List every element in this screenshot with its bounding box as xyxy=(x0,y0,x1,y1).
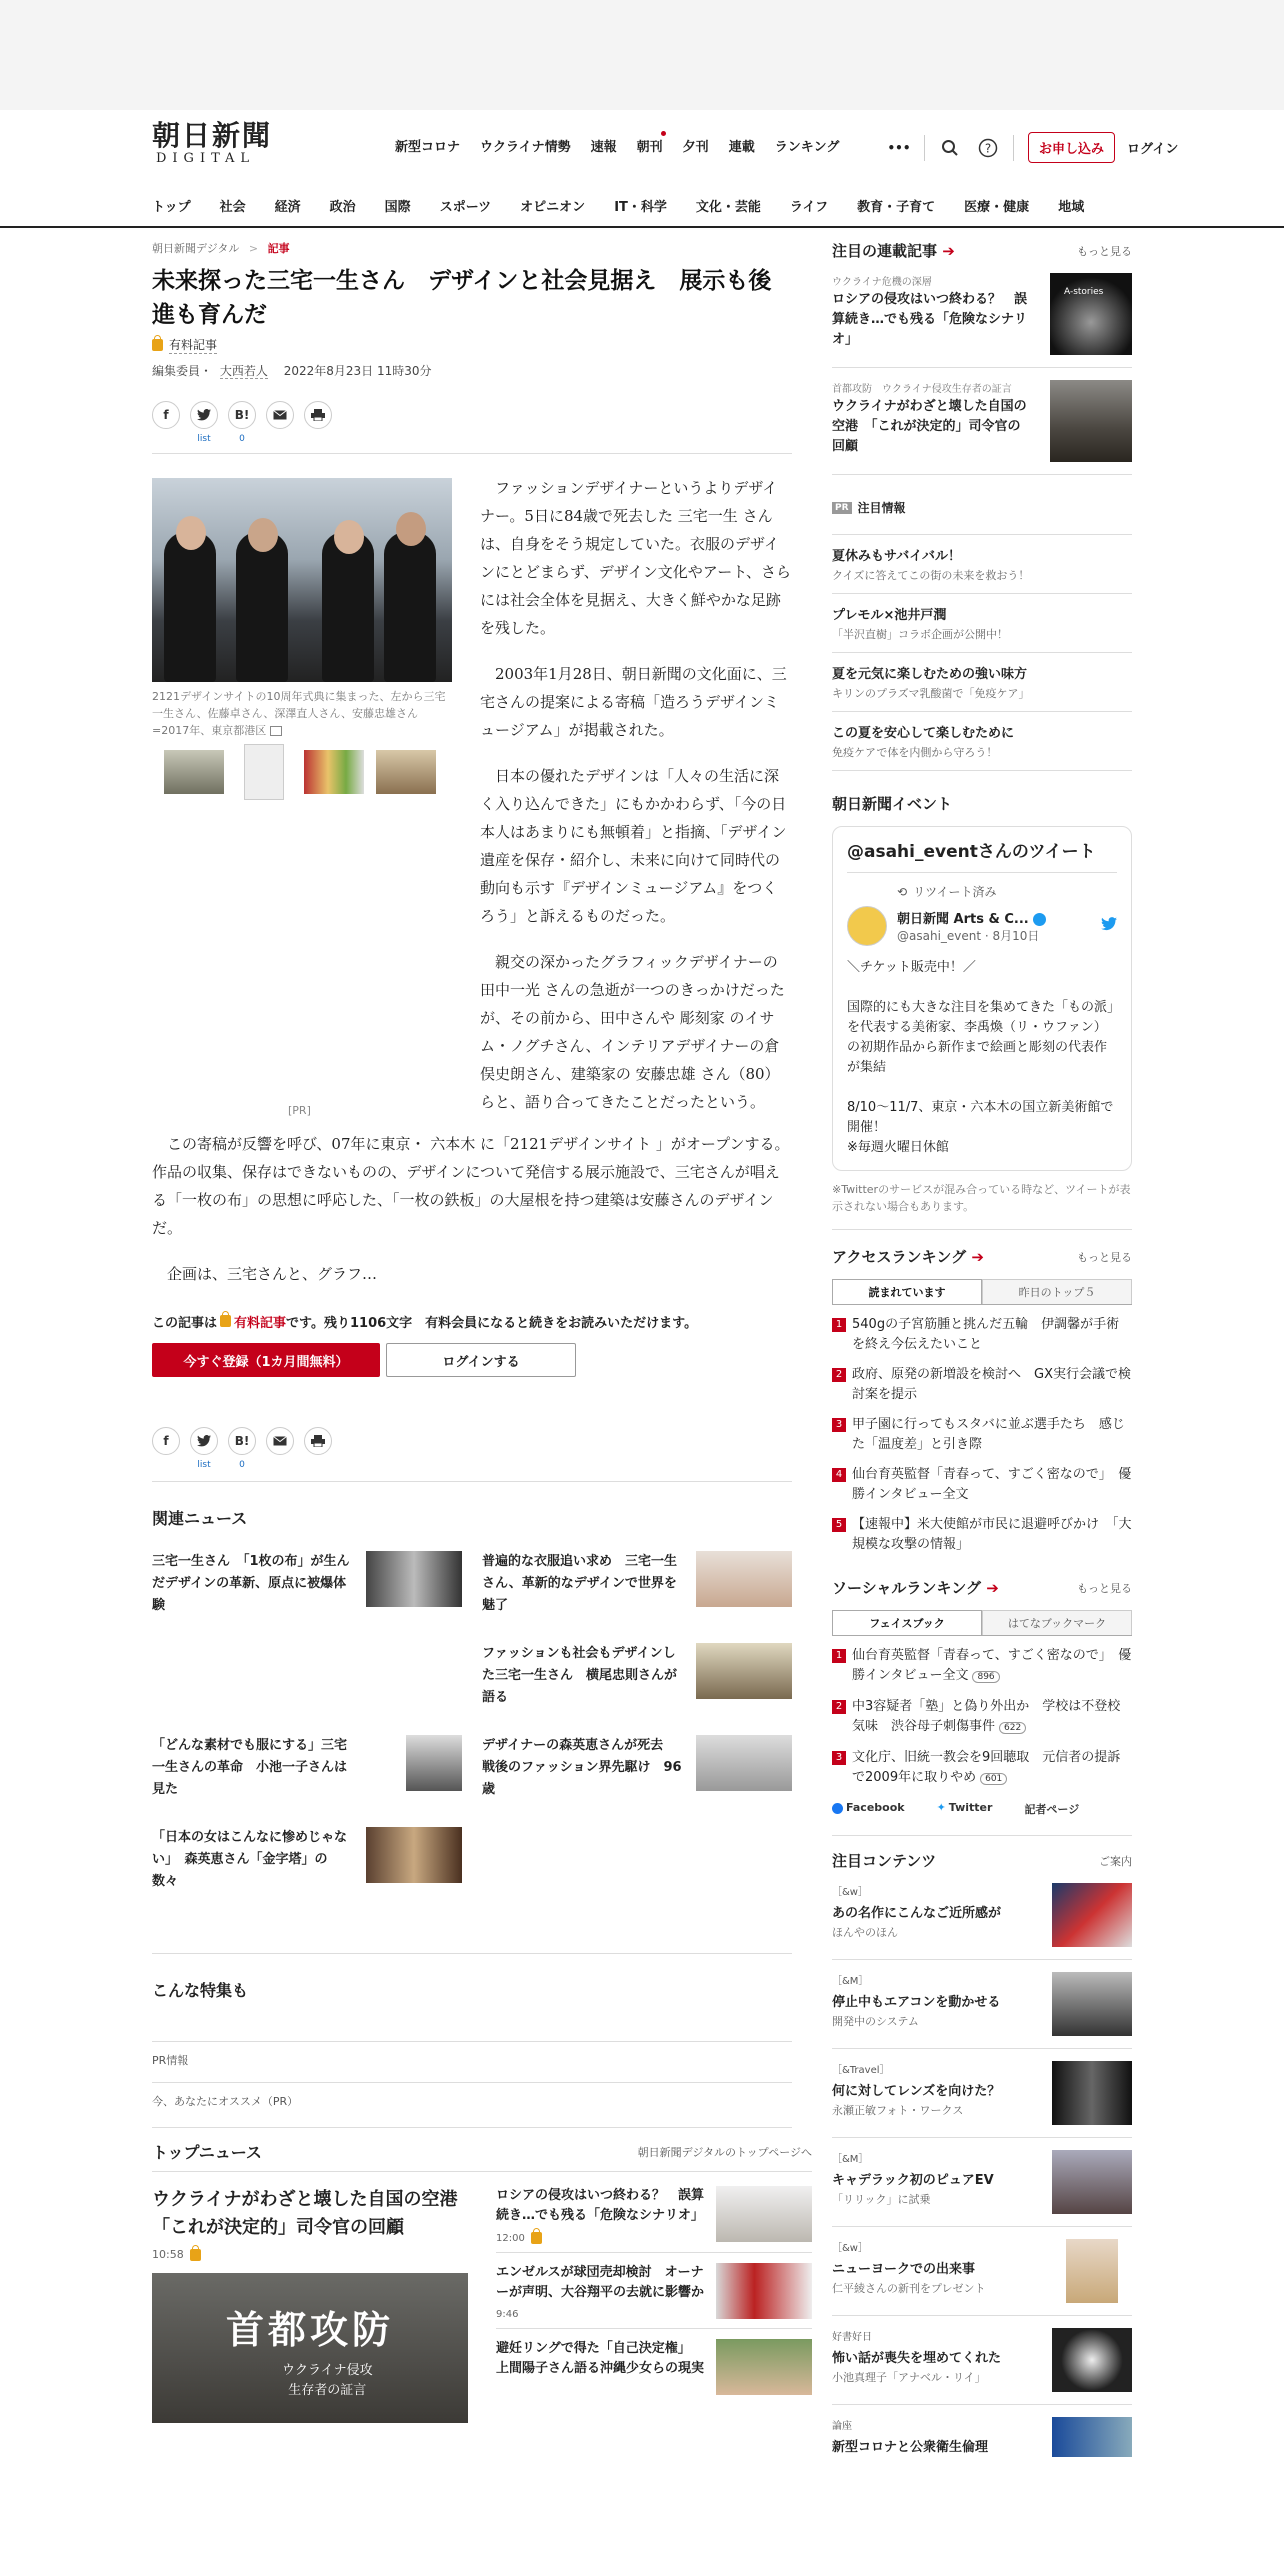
header-tools xyxy=(880,132,1178,163)
content-tag: ［&w］ xyxy=(832,1887,868,1898)
related-item-title: デザイナーの森英恵さんが死去 戦後のファッション界先駆け 96歳 xyxy=(482,1738,682,1797)
cat-top[interactable]: トップ xyxy=(152,200,191,215)
facebook-link-text: Facebook xyxy=(846,1801,905,1814)
cat-sports[interactable]: スポーツ xyxy=(439,200,492,215)
photo-figure xyxy=(322,532,374,682)
serial-tag: 首都攻防 ウクライナ侵攻生存者の証言 xyxy=(832,384,1012,395)
tab-facebook[interactable]: フェイスブック xyxy=(832,1610,982,1635)
author-role: 編集委員・ xyxy=(152,364,213,378)
social-ranking-title-text: ソーシャルランキング xyxy=(832,1579,981,1597)
related-item[interactable] xyxy=(152,1551,462,1617)
content-tag: 論座 xyxy=(832,2421,852,2432)
header-divider xyxy=(924,135,925,161)
social-ranking-list xyxy=(832,1646,1132,1789)
serials-header xyxy=(832,240,1132,261)
content-title: ニューヨークでの出来事 xyxy=(832,2262,976,2277)
ranking-item-title: 仙台育英監督「青春って、すごく密なので」 優勝インタビュー全文 xyxy=(852,1648,1132,1683)
related-item[interactable] xyxy=(482,1735,792,1801)
share-count-badge: 622 xyxy=(999,1722,1026,1734)
content-image xyxy=(1052,2150,1132,2214)
register-button[interactable]: 今すぐ登録（1カ月間無料） xyxy=(152,1343,380,1377)
divider xyxy=(152,1481,792,1482)
related-item-title: ファッションも社会もデザインした三宅一生さん 横尾忠則さんが語る xyxy=(482,1646,678,1705)
tweet-user-name-text: 朝日新聞 Arts & C... xyxy=(897,912,1029,927)
content-image xyxy=(1052,2417,1132,2457)
byline xyxy=(152,362,792,379)
lock-icon xyxy=(531,2232,542,2244)
content-desc: ほんやのほん xyxy=(832,1926,898,1939)
ranking-item[interactable] xyxy=(832,1646,1132,1687)
cat-life[interactable]: ライフ xyxy=(789,200,829,215)
notice-item-desc: 免疫ケアで体を内側から守ろう！ xyxy=(832,746,998,759)
arrow-right-icon: ➔ xyxy=(986,1579,999,1597)
cat-economy[interactable]: 経済 xyxy=(274,200,301,215)
notice-list xyxy=(832,535,1132,771)
thumbnail-2[interactable] xyxy=(244,744,284,800)
tweet-user-name xyxy=(897,908,1101,927)
rank-number: 5 xyxy=(832,1518,846,1532)
ranking-item[interactable] xyxy=(832,1365,1132,1405)
related-item-image xyxy=(696,1551,792,1607)
site-header xyxy=(0,110,1284,182)
cat-international[interactable]: 国際 xyxy=(384,200,411,215)
related-item-image xyxy=(366,1827,462,1883)
sidebar xyxy=(832,240,1132,2469)
twitter-share-icon[interactable] xyxy=(190,1427,218,1470)
article-title: 未来探った三宅一生さん デザインと社会見据え 展示も後進も育んだ xyxy=(152,268,772,328)
topnews-item[interactable] xyxy=(496,2253,812,2329)
access-ranking-header xyxy=(832,1246,1132,1267)
ranking-item[interactable] xyxy=(832,1697,1132,1738)
rank-number: 1 xyxy=(832,1649,846,1663)
paywall-text-c: です。残り1106文字 有料会員になると続きをお読みいただけます。 xyxy=(286,1316,698,1331)
content-item[interactable] xyxy=(832,2227,1132,2316)
search-icon[interactable] xyxy=(938,136,962,160)
related-item-title: 「どんな素材でも服にする」三宅一生さんの革命 小池一子さんは見た xyxy=(152,1738,348,1797)
ranking-item-title: 文化庁、旧統一教会を9回聴取 元信者の提訴で2009年に取りやめ xyxy=(852,1750,1121,1785)
twitter-share-count[interactable]: list xyxy=(197,1460,211,1470)
content-desc: 開発中のシステム xyxy=(832,2015,919,2028)
header-nav xyxy=(395,136,859,155)
related-item[interactable] xyxy=(482,1551,792,1617)
serials-more-link[interactable]: もっと見る xyxy=(1077,244,1132,258)
content-title: 何に対してレンズを向けた？ xyxy=(832,2084,1001,2099)
tweet-handle: @asahi_event · 8月10日 xyxy=(897,929,1040,943)
twitter-link[interactable] xyxy=(937,1801,1009,1817)
arrow-right-icon: ➔ xyxy=(971,1248,984,1266)
notice-item-title: 夏休みもサバイバル！ xyxy=(832,549,961,564)
mail-share-icon[interactable] xyxy=(266,401,294,429)
notice-item-desc: クイズに答えてこの街の未来を救おう！ xyxy=(832,569,1030,582)
topnews-item[interactable] xyxy=(496,2329,812,2395)
twitter-embed xyxy=(832,826,1132,1171)
content-desc: 永瀬正敏フォト・ワークス xyxy=(832,2104,964,2117)
ranking-item[interactable] xyxy=(832,1515,1132,1555)
nav-corona[interactable]: 新型コロナ xyxy=(395,140,461,155)
cat-opinion[interactable]: オピニオン xyxy=(520,200,586,215)
ranking-item[interactable] xyxy=(832,1748,1132,1789)
content-image xyxy=(1052,1883,1132,1947)
pr-badge: PR xyxy=(832,502,852,514)
related-item-image xyxy=(406,1735,462,1791)
topnews-lead-title: ウクライナがわざと壊した自国の空港 「これが決定的」司令官の回顧 xyxy=(152,2189,476,2238)
photo-head xyxy=(334,520,364,554)
content-item[interactable] xyxy=(832,1871,1132,1960)
nav-evening[interactable]: 夕刊 xyxy=(682,140,709,155)
divider xyxy=(832,1229,1132,1230)
hatena-share-count[interactable]: 0 xyxy=(239,1460,245,1470)
divider xyxy=(152,1953,792,1954)
nav-ukraine[interactable]: ウクライナ情勢 xyxy=(480,140,571,155)
cat-region[interactable]: 地域 xyxy=(1058,200,1085,215)
topnews-lead-photo xyxy=(152,2273,468,2423)
print-icon[interactable] xyxy=(304,401,332,429)
ranking-item-title: 540gの子宮筋腫と挑んだ五輪 伊調馨が手術を終え今伝えたいこと xyxy=(852,1317,1120,1352)
serials-title-text: 注目の連載記事 xyxy=(832,242,938,260)
topnews-item[interactable] xyxy=(496,2186,812,2253)
topnews-item-time: 9:46 xyxy=(496,2309,519,2320)
content-title: 怖い話が喪失を埋めてくれた xyxy=(832,2351,1002,2366)
access-ranking-title-text: アクセスランキング xyxy=(832,1248,967,1266)
facebook-share-icon[interactable]: f xyxy=(152,401,180,429)
topnews-item-title: ロシアの侵攻はいつ終わる？ 誤算続き…でも残る「危険なシナリオ」 xyxy=(496,2188,705,2223)
social-ranking-more[interactable]: もっと見る xyxy=(1077,1581,1132,1595)
cat-it-science[interactable]: IT・科学 xyxy=(614,200,667,215)
content-title: 新型コロナと公衆衛生倫理 xyxy=(832,2440,989,2455)
breadcrumb-sep: > xyxy=(248,242,259,255)
lock-icon xyxy=(190,2249,201,2261)
photo-thumbnails xyxy=(164,750,448,800)
retweet-label xyxy=(897,883,1117,900)
logo-main-text: 朝日新聞 xyxy=(152,119,273,152)
social-ranking-tabs xyxy=(832,1610,1132,1636)
content-title: キャデラック初のピュアEV xyxy=(832,2173,994,2188)
twitter-share-icon[interactable] xyxy=(190,401,218,444)
related-item-title: 普遍的な衣服追い求め 三宅一生さん、革新的なデザインで世界を魅了 xyxy=(482,1554,678,1613)
topnews-title: トップニュース xyxy=(152,2143,262,2162)
recommend-label: 今、あなたにオススメ（PR） xyxy=(152,2095,299,2108)
cat-education[interactable]: 教育・子育て xyxy=(857,200,936,215)
serial-image-label: A-stories xyxy=(1064,287,1104,297)
article-date: 2022年8月23日 11時30分 xyxy=(283,364,432,378)
content-tag: ［&M］ xyxy=(832,2154,869,2165)
paid-badge xyxy=(152,336,792,354)
tweet-user[interactable] xyxy=(847,906,1117,946)
nav-series[interactable]: 連載 xyxy=(728,140,755,155)
serial-tag: ウクライナ危機の深層 xyxy=(832,277,932,288)
features-title: こんな特集も xyxy=(152,1981,249,2000)
divider xyxy=(152,453,792,454)
content-item[interactable] xyxy=(832,2316,1132,2405)
related-item-title: 三宅一生さん 「1枚の布」が生んだデザインの革新、原点に被爆体験 xyxy=(152,1554,350,1613)
paragraph-1: ファッションデザイナーというよりデザイナー。5日に84歳で死去した 三宅一生 さんは、自身をそう規定していた。衣服のデザインにとどまらず、デザイン文化やアート、さらには社会全体を見据え、大きく鮮やかな足跡を残した。 xyxy=(480,479,791,637)
related-item-image xyxy=(366,1551,462,1607)
content-item[interactable] xyxy=(832,2405,1132,2469)
photo-head xyxy=(248,518,278,552)
content-image xyxy=(1052,2061,1132,2125)
tab-hatena[interactable]: はてなブックマーク xyxy=(982,1610,1132,1635)
rank-number: 3 xyxy=(832,1751,846,1765)
notice-item-title: 夏を元気に楽しむための強い味方 xyxy=(832,667,1028,682)
share-bar-top xyxy=(152,401,792,445)
content-desc: 小池真理子「アナベル・リイ」 xyxy=(832,2371,986,2384)
content-desc: 「リリック」に試乗 xyxy=(832,2193,931,2206)
topnews-item-image xyxy=(716,2186,812,2242)
notice-item[interactable] xyxy=(832,712,1132,771)
thumbnail-1[interactable] xyxy=(164,750,224,794)
asahi-logo[interactable] xyxy=(152,120,282,170)
topnews-item-image xyxy=(716,2263,812,2319)
content-title: 停止中もエアコンを動かせる xyxy=(832,1995,1001,2010)
topnews-body xyxy=(152,2172,812,2442)
content-item[interactable] xyxy=(832,2138,1132,2227)
rank-number: 2 xyxy=(832,1700,846,1714)
reporter-page-link[interactable]: 記者ページ xyxy=(1024,1803,1080,1816)
paragraph-5: この寄稿が反響を呼び、07年に東京・ 六本木 に「2121デザインサイト 」がオープンする。作品の収集、保存はできないものの、デザインについて発信する展示施設で、三宅さんが唱える「一枚の布」の思想に呼応した、「一枚の鉄板」の大屋根を持つ建築は安藤さんのデザインだ。 xyxy=(152,1135,790,1237)
breadcrumb xyxy=(152,240,792,256)
facebook-icon xyxy=(832,1803,843,1814)
topnews-item-time xyxy=(496,2232,706,2244)
twitter-share-count[interactable]: list xyxy=(197,434,211,444)
related-item[interactable] xyxy=(152,1735,462,1801)
nav-breaking[interactable]: 速報 xyxy=(590,140,617,155)
topnews-toplink[interactable]: 朝日新聞デジタルのトップページへ xyxy=(637,2145,812,2159)
content-item[interactable] xyxy=(832,2049,1132,2138)
article-photo[interactable] xyxy=(152,478,452,682)
related-item-image xyxy=(696,1643,792,1699)
related-news-title: 関連ニュース xyxy=(152,1509,248,1528)
apply-button[interactable]: お申し込み xyxy=(1028,132,1115,163)
content-tag: ［&w］ xyxy=(832,2243,868,2254)
retweet-icon: ⟲ xyxy=(897,885,908,899)
nav-morning[interactable]: 朝刊 xyxy=(637,136,663,155)
content-title: あの名作にこんなご近所感が xyxy=(832,1906,1002,1921)
retweet-text: リツイート済み xyxy=(913,885,997,899)
paragraph-4: 親交の深かったグラフィックデザイナーの 田中一光 さんの急逝が一つのきっかけだったが、その前から、田中さんや 彫刻家 のイサム・ノグチさん、インテリアデザイナーの倉俣史朗さん、建築家の 安藤忠雄 さん（80）らと、語り合ってきたことだったという。 xyxy=(480,953,785,1111)
cat-culture[interactable]: 文化・芸能 xyxy=(695,200,761,215)
access-ranking-title[interactable] xyxy=(832,1246,984,1267)
photo-head xyxy=(176,516,206,550)
access-ranking-more[interactable]: もっと見る xyxy=(1077,1250,1132,1264)
logo-sub-text: DIGITAL xyxy=(156,151,256,166)
related-item-image xyxy=(696,1735,792,1791)
divider xyxy=(832,1835,1132,1836)
content-tag: ［&M］ xyxy=(832,1976,869,1987)
tweet-embed-header[interactable]: @asahi_eventさんのツイート xyxy=(847,837,1117,873)
category-nav xyxy=(0,182,1284,228)
caption-text: 2121デザインサイトの10周年式典に集まった、左から三宅一生さん、佐藤卓さん、深澤直人さん、安藤忠雄さん=2017年、東京都港区 xyxy=(152,690,446,737)
paragraph-2: 2003年1月28日、朝日新聞の文化面に、三宅さんの提案による寄稿「造ろうデザインミュージアム」が掲載された。 xyxy=(480,665,787,739)
notice-header xyxy=(832,499,1132,516)
paragraph-6: 企画は、三宅さんと、グラフ… xyxy=(167,1265,378,1283)
facebook-share-icon[interactable]: f xyxy=(152,1427,180,1455)
thumbnail-3[interactable] xyxy=(304,750,364,794)
twitter-icon: ✦ xyxy=(936,1801,946,1814)
topnews-list xyxy=(496,2186,812,2395)
print-icon[interactable] xyxy=(304,1427,332,1455)
serial-item[interactable] xyxy=(832,261,1132,368)
paywall-login-button[interactable]: ログインする xyxy=(386,1343,576,1377)
share-count-badge: 896 xyxy=(972,1671,999,1683)
content-image xyxy=(1052,2328,1132,2392)
rank-number: 2 xyxy=(832,1368,846,1382)
notice-item[interactable] xyxy=(832,594,1132,653)
paywall-buttons xyxy=(152,1343,792,1377)
twitter-bird-icon xyxy=(1101,917,1117,935)
share-count-badge: 601 xyxy=(980,1773,1007,1785)
serial-title: ロシアの侵攻はいつ終わる？ 誤算続き…でも残る「危険なシナリオ」 xyxy=(832,292,1028,347)
facebook-link[interactable] xyxy=(832,1801,921,1817)
event-title: 朝日新聞イベント xyxy=(832,795,953,813)
notice-item[interactable] xyxy=(832,653,1132,712)
rank-number: 3 xyxy=(832,1418,846,1432)
serial-title: ウクライナがわざと壊した自国の空港 「これが決定的」司令官の回顧 xyxy=(832,399,1027,454)
ranking-item-title: 甲子園に行ってもスタバに並ぶ選手たち 感じた「温度差」と引き際 xyxy=(852,1417,1125,1452)
paid-label: 有料記事 xyxy=(169,338,218,352)
tab-yesterday-top5[interactable]: 昨日のトップ５ xyxy=(982,1279,1132,1304)
share-bar-bottom xyxy=(152,1427,792,1471)
topnews-lead[interactable] xyxy=(152,2186,476,2423)
notice-item[interactable] xyxy=(832,535,1132,594)
content-desc: 仁平綾さんの新刊をプレゼント xyxy=(832,2282,986,2295)
topnews-item-title: エンゼルスが球団売却検討 オーナーが声明、大谷翔平の去就に影響か xyxy=(496,2265,705,2300)
serials-title[interactable] xyxy=(832,240,955,261)
help-icon[interactable] xyxy=(976,136,1000,160)
contents-guide-link[interactable]: ご案内 xyxy=(1099,1854,1132,1868)
content-image xyxy=(1052,1972,1132,2036)
access-ranking-list xyxy=(832,1315,1132,1555)
mail-share-icon[interactable] xyxy=(266,1427,294,1455)
photo-overlay-title: 首都攻防 xyxy=(226,2307,395,2352)
topnews-lead-time-text: 10:58 xyxy=(152,2248,184,2261)
ranking-item[interactable] xyxy=(832,1415,1132,1455)
tab-most-read[interactable]: 読まれています xyxy=(832,1279,982,1304)
ranking-item-title: 政府、原発の新増設を検討へ GX実行会議で検討案を提示 xyxy=(852,1367,1131,1402)
serial-item[interactable] xyxy=(832,368,1132,475)
hatena-share-count[interactable]: 0 xyxy=(239,434,245,444)
social-ranking-header xyxy=(832,1577,1132,1598)
paywall-text-a: この記事は xyxy=(152,1316,218,1331)
lock-icon xyxy=(220,1315,231,1327)
cat-health[interactable]: 医療・健康 xyxy=(964,200,1030,215)
header-divider xyxy=(1013,135,1014,161)
lock-icon xyxy=(152,339,163,351)
topnews-item-time-text: 12:00 xyxy=(496,2232,525,2244)
hatena-bookmark-icon[interactable]: B! 0 xyxy=(228,401,256,429)
svg-text:?: ? xyxy=(984,141,992,155)
ranking-item-title: 中3容疑者「塾」と偽り外出か 学校は不登校気味 渋谷母子刺傷事件 xyxy=(852,1699,1121,1734)
related-item[interactable] xyxy=(482,1643,792,1709)
ranking-item-title: 【速報中】米大使館が市民に退避呼びかけ 「大規模な攻撃の情報」 xyxy=(852,1517,1132,1552)
arrow-right-icon: ➔ xyxy=(942,242,955,260)
content-item[interactable] xyxy=(832,1960,1132,2049)
social-links xyxy=(832,1801,1132,1817)
notice-item-title: この夏を安心して楽しむために xyxy=(832,726,1015,741)
verified-icon xyxy=(1033,913,1046,926)
event-header xyxy=(832,793,1132,814)
more-menu-icon[interactable]: ••• xyxy=(887,140,911,155)
serial-image xyxy=(1050,273,1132,355)
notice-title: 注目情報 xyxy=(857,501,906,515)
ad-banner-area xyxy=(0,0,1284,110)
notice-item-desc: キリンのプラズマ乳酸菌で「免疫ケア」 xyxy=(832,687,1030,700)
ranking-item-title: 仙台育英監督「青春って、すごく密なので」 優勝インタビュー全文 xyxy=(852,1467,1132,1502)
content-tag: 好書好日 xyxy=(832,2332,872,2343)
twitter-link-text: Twitter xyxy=(948,1801,993,1814)
notice-item-title: プレモル×池井戸潤 xyxy=(832,608,947,623)
login-link[interactable]: ログイン xyxy=(1127,142,1179,157)
divider xyxy=(152,2127,792,2128)
social-ranking-title[interactable] xyxy=(832,1577,999,1598)
nav-ranking[interactable]: ランキング xyxy=(774,140,840,155)
pr-info-label: PR情報 xyxy=(152,2054,189,2067)
access-ranking-tabs xyxy=(832,1279,1132,1305)
article-body xyxy=(152,464,792,1288)
twitter-note: ※Twitterのサービスが混み合っている時など、ツイートが表示されない場合もあります。 xyxy=(832,1183,1131,1213)
rank-number: 4 xyxy=(832,1468,846,1482)
ranking-item[interactable] xyxy=(832,1465,1132,1505)
content-image xyxy=(1066,2239,1118,2303)
thumbnail-4[interactable] xyxy=(376,750,436,794)
photo-figure xyxy=(236,532,288,682)
photo-overlay-sub: ウクライナ侵攻 生存者の証言 xyxy=(282,2363,373,2398)
ranking-item[interactable] xyxy=(832,1315,1132,1355)
author-link[interactable]: 大西若人 xyxy=(219,364,268,378)
paragraph-3: 日本の優れたデザインは「人々の生活に深く入り込んできた」にもかかわらず、「今の日本人はあまりにも無頓着」と指摘、「デザイン遺産を保存・紹介し、未来に向けて同時代の動向も示す『デザインミュージアム』をつくろう」と訴えるものだった。 xyxy=(480,767,787,925)
rank-number: 1 xyxy=(832,1318,846,1332)
contents-list xyxy=(832,1871,1132,2469)
pr-label: [PR] xyxy=(288,1104,311,1117)
topnews-lead-time xyxy=(152,2248,468,2261)
breadcrumb-home[interactable]: 朝日新聞デジタル xyxy=(152,242,240,255)
serial-image xyxy=(1050,380,1132,462)
photo-figure xyxy=(384,532,436,682)
cat-politics[interactable]: 政治 xyxy=(329,200,356,215)
main-column xyxy=(152,240,812,2442)
paywall-message xyxy=(152,1312,792,1331)
photo-caption xyxy=(152,688,452,739)
topnews-header xyxy=(152,2140,812,2172)
photo-figure xyxy=(164,532,216,682)
notice-item-desc: 「半沢直樹」コラボ企画が公開中！ xyxy=(832,628,1008,641)
user-avatar xyxy=(847,906,887,946)
topnews-item-image xyxy=(716,2339,812,2395)
cat-society[interactable]: 社会 xyxy=(219,200,246,215)
tweet-text: ＼チケット販売中！／ 国際的にも大きな注目を集めてきた「もの派」を代表する美術家、李禹煥（リ・ウファン）の初期作品から新作まで絵画と彫刻の代表作が集結 8/10～11/7、東京・六本木の国立新美術館で開催！ ※毎週火曜日休館 xyxy=(847,960,1114,1155)
content-tag: ［&Travel］ xyxy=(832,2065,890,2076)
breadcrumb-current: 記事 xyxy=(267,242,290,255)
topnews-item-title: 避妊リングで得た「自己決定権」 上間陽子さん語る沖縄少女らの現実 xyxy=(496,2341,705,2376)
contents-header xyxy=(832,1850,1132,1871)
related-item-title: 「日本の女はこんなに惨めじゃない」 森英恵さん「金字塔」の数々 xyxy=(152,1830,348,1889)
hatena-bookmark-icon[interactable]: B! 0 xyxy=(228,1427,256,1455)
photo-head xyxy=(396,512,426,546)
paywall-paid-label: 有料記事 xyxy=(234,1316,287,1331)
contents-title: 注目コンテンツ xyxy=(832,1852,937,1870)
related-item[interactable] xyxy=(152,1827,462,1893)
related-news-grid xyxy=(152,1551,792,1893)
expand-photo-icon[interactable] xyxy=(270,726,282,736)
